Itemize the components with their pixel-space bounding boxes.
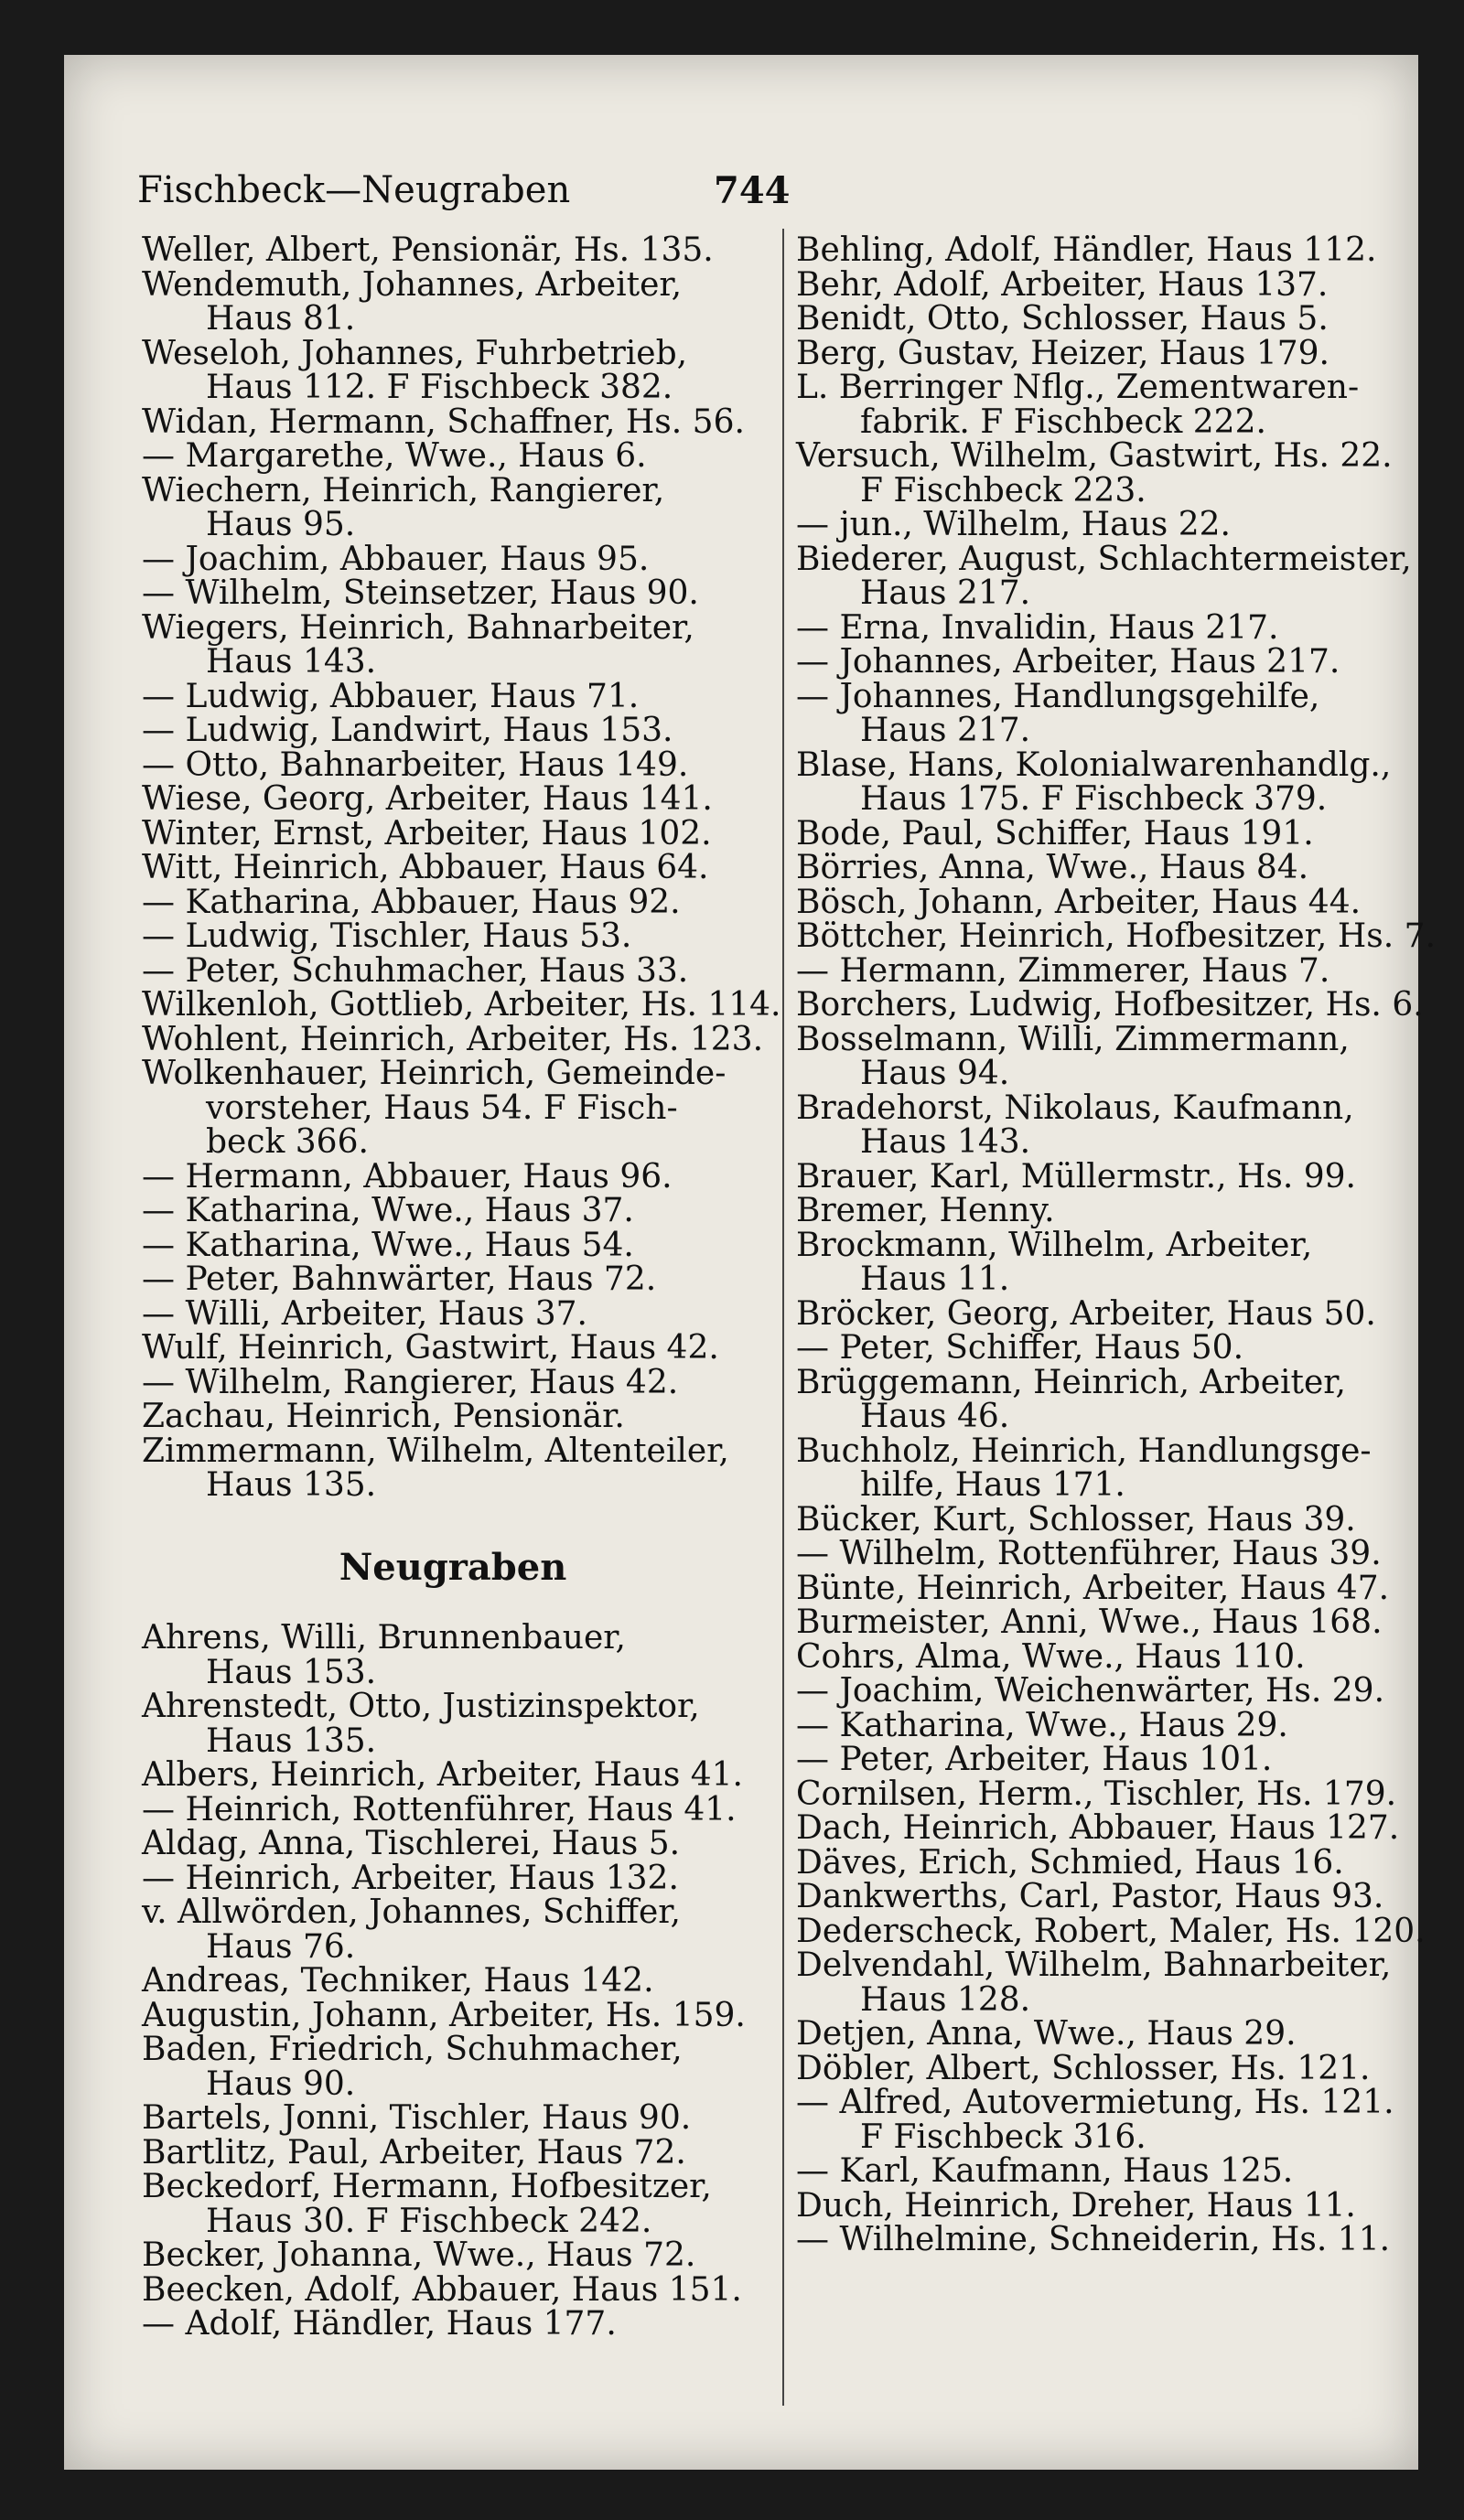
entry-line: Benidt, Otto, Schlosser, Haus 5. (796, 300, 1329, 338)
directory-entry (796, 885, 1382, 920)
directory-entry (796, 2084, 1394, 2156)
entry-continuation: Haus 175. F Fischbeck 379. (860, 780, 1328, 818)
right-column (796, 231, 1436, 2258)
entry-continuation: Haus 95. (206, 506, 356, 543)
entry-line: — Katharina, Wwe., Haus 29. (796, 1706, 1288, 1744)
directory-entry (142, 1194, 764, 1228)
directory-entry (142, 334, 764, 406)
entry-line: Döbler, Albert, Schlosser, Hs. 121. (796, 2049, 1371, 2087)
directory-entry (796, 2186, 1382, 2225)
directory-entry (796, 745, 1392, 818)
entry-continuation: Haus 128. (860, 1980, 1031, 2019)
entry-line: Bücker, Kurt, Schlosser, Haus 39. (796, 1500, 1356, 1539)
entry-line: — Wilhelm, Rangierer, Haus 42. (142, 1363, 679, 1401)
directory-entry (796, 1809, 1400, 1847)
directory-entry (796, 814, 1382, 853)
directory-entry (142, 1895, 764, 1964)
directory-entry (142, 919, 764, 954)
directory-entry (796, 1569, 1390, 1607)
entry-line: — Ludwig, Landwirt, Haus 153. (142, 712, 673, 749)
entry-line: Wiechern, Heinrich, Rangierer, (142, 471, 665, 509)
directory-entry (796, 334, 1382, 372)
directory-entry (142, 1157, 764, 1196)
directory-entry (142, 745, 764, 784)
entry-line: Bosselmann, Willi, Zimmermann, (796, 1020, 1350, 1058)
entry-line: Bröcker, Georg, Arbeiter, Haus 50. (796, 1294, 1376, 1333)
entry-line: — Wilhelm, Rottenführer, Haus 39. (796, 1535, 1382, 1572)
entry-line: Becker, Johanna, Wwe., Haus 72. (142, 2236, 696, 2274)
entry-line: Widan, Hermann, Schaffner, Hs. 56. (142, 402, 745, 441)
entry-line: Ahrenstedt, Otto, Justizinspektor, (142, 1688, 700, 1725)
directory-entry (142, 576, 764, 611)
directory-entry (796, 437, 1393, 509)
entry-line: Dach, Heinrich, Abbauer, Haus 127. (796, 1809, 1400, 1847)
directory-entry (142, 1331, 764, 1366)
entry-line: Burmeister, Anni, Wwe., Haus 168. (796, 1603, 1383, 1641)
page-header (137, 169, 1327, 224)
entry-line: — jun., Wilhelm, Haus 22. (796, 506, 1231, 543)
directory-entry (796, 1706, 1382, 1744)
directory-entry (796, 677, 1382, 749)
entry-line: Delvendahl, Wilhelm, Bahnarbeiter, (796, 1946, 1392, 1984)
entry-line: — Karl, Kaufmann, Haus 125. (796, 2152, 1294, 2190)
directory-entry (796, 265, 1382, 304)
left-entries-neugraben (142, 1621, 764, 2342)
directory-entry (796, 1672, 1385, 1710)
entry-line: — Wilhelmine, Schneiderin, Hs. 11. (796, 2221, 1391, 2258)
entry-line: Zachau, Heinrich, Pensionär. (142, 1398, 625, 1435)
page-number: 744 (714, 169, 791, 212)
directory-entry (796, 2154, 1382, 2189)
directory-entry (142, 1020, 764, 1058)
directory-entry (142, 814, 764, 853)
directory-entry (796, 1880, 1382, 1914)
entry-continuation: Haus 81. (206, 300, 356, 338)
entry-line: Cohrs, Alma, Wwe., Haus 110. (796, 1637, 1306, 1676)
entry-line: — Katharina, Wwe., Haus 37. (142, 1192, 634, 1229)
entry-line: — Alfred, Autovermietung, Hs. 121. (796, 2084, 1394, 2121)
directory-entry (796, 2221, 1391, 2258)
entry-line: Beckedorf, Hermann, Hofbesitzer, (142, 2168, 712, 2205)
entry-line: — Peter, Schuhmacher, Haus 33. (142, 951, 689, 990)
entry-continuation: Haus 143. (206, 643, 377, 681)
running-head: Fischbeck—Neugraben (137, 169, 571, 211)
directory-entry (142, 986, 781, 1024)
entry-continuation: F Fischbeck 316. (860, 2118, 1146, 2156)
entry-line: Baden, Friedrich, Schuhmacher, (142, 2031, 683, 2068)
entry-line: Börries, Anna, Wwe., Haus 84. (796, 849, 1309, 886)
entry-continuation: Haus 112. F Fischbeck 382. (206, 369, 673, 406)
entry-line: Wiese, Georg, Arbeiter, Haus 141. (142, 780, 713, 818)
directory-entry (796, 1743, 1382, 1777)
directory-entry (142, 1689, 764, 1758)
entry-line: — Peter, Schiffer, Haus 50. (796, 1329, 1244, 1367)
directory-entry (142, 542, 764, 577)
column-divider (782, 229, 784, 2406)
left-entries (142, 231, 781, 1504)
entry-continuation: Haus 11. (860, 1260, 1010, 1298)
entry-line: Wulf, Heinrich, Gastwirt, Haus 42. (142, 1329, 719, 1367)
entry-line: — Heinrich, Arbeiter, Haus 132. (142, 1859, 679, 1897)
directory-entry (796, 302, 1382, 337)
directory-entry (142, 1758, 764, 1793)
entry-continuation: F Fischbeck 223. (860, 471, 1146, 509)
entry-line: Behr, Adolf, Arbeiter, Haus 137. (796, 265, 1329, 304)
directory-entry (796, 1775, 1397, 1813)
entry-line: — Ludwig, Abbauer, Haus 71. (142, 677, 640, 715)
entry-line: Dederscheck, Robert, Maler, Hs. 120. (796, 1912, 1426, 1950)
directory-entry (142, 2307, 764, 2342)
entry-continuation: vorsteher, Haus 54. F Fisch- (206, 1088, 678, 1127)
entry-line: — Katharina, Abbauer, Haus 92. (142, 883, 681, 921)
directory-entry (796, 1194, 1382, 1228)
directory-entry (142, 402, 764, 441)
directory-entry (142, 2170, 764, 2238)
entry-line: Bartlitz, Paul, Arbeiter, Haus 72. (142, 2133, 686, 2171)
entry-line: Buchholz, Heinrich, Handlungsge- (796, 1432, 1372, 1470)
entry-line: — Heinrich, Rottenführer, Haus 41. (142, 1790, 737, 1828)
directory-entry (142, 1827, 764, 1861)
directory-entry (142, 2238, 764, 2273)
directory-entry (796, 370, 1382, 439)
entry-line: Behling, Adolf, Händler, Haus 112. (796, 231, 1377, 269)
entry-continuation: Haus 76. (206, 1927, 356, 1966)
entry-line: Bradehorst, Nikolaus, Kaufmann, (796, 1088, 1354, 1127)
entry-continuation: Haus 217. (860, 574, 1031, 612)
entry-line: L. Berringer Nflg., Zementwaren- (796, 369, 1360, 406)
entry-line: Augustin, Johann, Arbeiter, Hs. 159. (142, 1996, 746, 2034)
entry-line: Zimmermann, Wilhelm, Altenteiler, (142, 1432, 729, 1470)
directory-entry (142, 608, 764, 681)
directory-entry (142, 471, 764, 543)
left-column (142, 231, 781, 2343)
entry-continuation: Haus 135. (206, 1721, 377, 1760)
entry-line: Winter, Ernst, Arbeiter, Haus 102. (142, 814, 712, 853)
directory-entry (796, 1294, 1382, 1333)
entry-line: Wilkenloh, Gottlieb, Arbeiter, Hs. 114. (142, 986, 781, 1024)
directory-entry (796, 608, 1382, 647)
directory-entry (142, 951, 764, 990)
entry-line: — Margarethe, Wwe., Haus 6. (142, 437, 647, 475)
directory-entry (796, 1434, 1382, 1503)
directory-entry (796, 1157, 1382, 1196)
entry-line: Dankwerths, Carl, Pastor, Haus 93. (796, 1878, 1384, 1915)
entry-line: Brockmann, Wilhelm, Arbeiter, (796, 1226, 1313, 1264)
directory-entry (142, 1621, 764, 1689)
directory-entry (796, 1605, 1382, 1640)
entry-line: Cornilsen, Herm., Tischler, Hs. 179. (796, 1775, 1397, 1813)
directory-entry (142, 265, 764, 338)
directory-entry (796, 2017, 1382, 2052)
directory-entry (142, 1434, 764, 1503)
directory-entry (796, 851, 1382, 885)
entry-line: Bünte, Heinrich, Arbeiter, Haus 47. (796, 1569, 1390, 1607)
directory-entry (796, 1331, 1382, 1366)
entry-line: Witt, Heinrich, Abbauer, Haus 64. (142, 849, 709, 886)
directory-entry (142, 2270, 764, 2309)
directory-entry (142, 1228, 764, 1263)
entry-line: Blase, Hans, Kolonialwarenhandlg., (796, 745, 1392, 784)
entry-line: Wohlent, Heinrich, Arbeiter, Hs. 123. (142, 1020, 764, 1058)
directory-entry (796, 917, 1436, 955)
entry-line: Albers, Heinrich, Arbeiter, Haus 41. (142, 1756, 743, 1794)
entry-line: Biederer, August, Schlachtermeister, (796, 540, 1412, 578)
directory-entry (142, 1790, 764, 1828)
entry-continuation: Haus 90. (206, 2064, 356, 2103)
entry-line: Bösch, Johann, Arbeiter, Haus 44. (796, 883, 1362, 921)
entry-line: Berg, Gustav, Heizer, Haus 179. (796, 334, 1329, 372)
entry-continuation: Haus 153. (206, 1653, 377, 1691)
right-entries (796, 231, 1436, 2258)
directory-entry (142, 233, 764, 268)
entry-line: — Joachim, Abbauer, Haus 95. (142, 540, 650, 578)
section-title: Neugraben (339, 1545, 567, 1589)
entry-continuation: beck 366. (206, 1123, 369, 1161)
entry-line: Versuch, Wilhelm, Gastwirt, Hs. 22. (796, 437, 1393, 475)
directory-entry (796, 508, 1382, 542)
entry-line: — Otto, Bahnarbeiter, Haus 149. (142, 745, 689, 784)
entry-line: — Hermann, Zimmerer, Haus 7. (796, 951, 1330, 990)
entry-line: Brauer, Karl, Müllermstr., Hs. 99. (796, 1157, 1356, 1196)
entry-line: Aldag, Anna, Tischlerei, Haus 5. (142, 1825, 681, 1862)
directory-entry (142, 1363, 764, 1401)
directory-entry (142, 1056, 764, 1160)
entry-line: — Johannes, Arbeiter, Haus 217. (796, 643, 1340, 681)
entry-line: — Peter, Arbeiter, Haus 101. (796, 1741, 1273, 1778)
entry-continuation: Haus 94. (860, 1055, 1010, 1092)
entry-continuation: fabrik. F Fischbeck 222. (860, 402, 1266, 441)
entry-line: — Ludwig, Tischler, Haus 53. (142, 917, 632, 955)
directory-entry (796, 1500, 1382, 1539)
entry-line: Brüggemann, Heinrich, Arbeiter, (796, 1363, 1346, 1401)
directory-entry (142, 1294, 764, 1333)
entry-line: — Erna, Invalidin, Haus 217. (796, 608, 1279, 647)
directory-entry (142, 1996, 764, 2034)
directory-entry (142, 782, 764, 817)
directory-entry (796, 233, 1382, 268)
entry-continuation: Haus 217. (860, 712, 1031, 749)
entry-line: Wolkenhauer, Heinrich, Gemeinde- (142, 1055, 727, 1092)
directory-entry (142, 1964, 764, 1999)
entry-line: — Wilhelm, Steinsetzer, Haus 90. (142, 574, 699, 612)
entry-line: Andreas, Techniker, Haus 142. (142, 1962, 654, 2000)
entry-line: Däves, Erich, Schmied, Haus 16. (796, 1843, 1344, 1882)
directory-entry (796, 951, 1382, 990)
entry-line: Borchers, Ludwig, Hofbesitzer, Hs. 6. (796, 986, 1424, 1024)
directory-entry (142, 1262, 764, 1297)
directory-entry (142, 1399, 764, 1434)
directory-entry (796, 2049, 1382, 2087)
entry-continuation: Haus 135. (206, 1466, 377, 1504)
entry-line: — Joachim, Weichenwärter, Hs. 29. (796, 1672, 1385, 1710)
entry-line: — Willi, Arbeiter, Haus 37. (142, 1294, 587, 1333)
directory-entry (796, 1088, 1382, 1161)
directory-entry (796, 1637, 1382, 1676)
directory-entry (796, 645, 1382, 680)
entry-line: v. Allwörden, Johannes, Schiffer, (142, 1893, 681, 1931)
directory-entry (142, 885, 764, 920)
directory-entry (796, 986, 1424, 1024)
entry-line: Wiegers, Heinrich, Bahnarbeiter, (142, 608, 694, 647)
directory-entry (796, 1020, 1382, 1092)
entry-line: — Adolf, Händler, Haus 177. (142, 2305, 617, 2343)
entry-line: — Johannes, Handlungsgehilfe, (796, 677, 1320, 715)
directory-entry (796, 1363, 1382, 1435)
entry-line: Weseloh, Johannes, Fuhrbetrieb, (142, 334, 688, 372)
directory-entry (796, 1228, 1382, 1297)
directory-entry (796, 540, 1412, 612)
entry-line: Bode, Paul, Schiffer, Haus 191. (796, 814, 1314, 853)
entry-line: Bartels, Jonni, Tischler, Haus 90. (142, 2099, 692, 2137)
entry-line: Bremer, Henny. (796, 1192, 1055, 1229)
directory-entry (142, 1861, 764, 1896)
directory-entry (796, 1537, 1382, 1571)
directory-entry (142, 851, 764, 885)
entry-line: — Katharina, Wwe., Haus 54. (142, 1226, 634, 1264)
entry-line: Wendemuth, Johannes, Arbeiter, (142, 265, 683, 304)
entry-continuation: Haus 143. (860, 1123, 1031, 1161)
entry-line: Detjen, Anna, Wwe., Haus 29. (796, 2015, 1297, 2053)
entry-continuation: Haus 30. F Fischbeck 242. (206, 2202, 652, 2240)
entry-line: — Hermann, Abbauer, Haus 96. (142, 1157, 673, 1196)
directory-entry (142, 2101, 764, 2136)
directory-entry (796, 1946, 1392, 2019)
entry-line: Duch, Heinrich, Dreher, Haus 11. (796, 2186, 1356, 2225)
directory-entry (142, 2133, 764, 2171)
directory-entry (796, 1912, 1426, 1950)
entry-continuation: hilfe, Haus 171. (860, 1466, 1125, 1504)
directory-entry (142, 713, 764, 748)
entry-line: Beecken, Adolf, Abbauer, Haus 151. (142, 2270, 742, 2309)
directory-entry (142, 439, 764, 474)
entry-line: — Peter, Bahnwärter, Haus 72. (142, 1260, 657, 1298)
directory-entry (142, 677, 764, 715)
directory-entry (796, 1843, 1382, 1882)
entry-continuation: Haus 46. (860, 1398, 1010, 1435)
entry-line: Böttcher, Heinrich, Hofbesitzer, Hs. 7. (796, 917, 1436, 955)
entry-line: Weller, Albert, Pensionär, Hs. 135. (142, 231, 714, 269)
directory-entry (142, 2032, 764, 2101)
entry-line: Ahrens, Willi, Brunnenbauer, (142, 1619, 626, 1657)
